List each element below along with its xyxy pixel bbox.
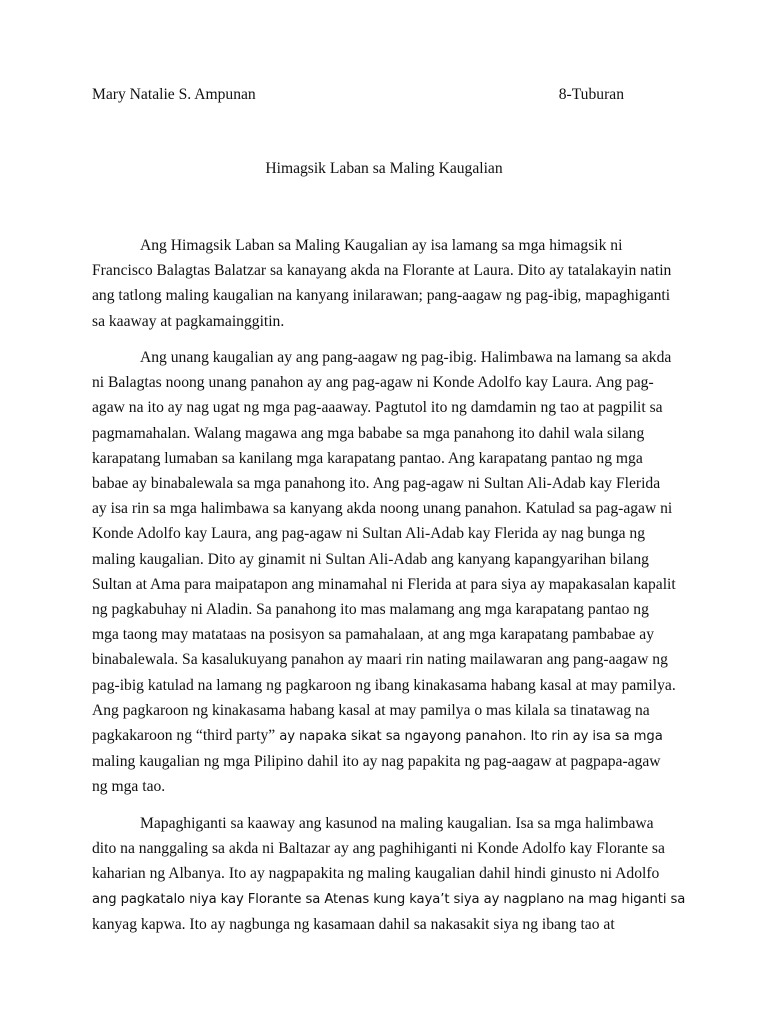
paragraph-1 xyxy=(92,233,674,334)
text-line: babae ay binabalewala sa mga panahong ito. Ang pag-agaw ni Sultan Ali-Adab kay Flerida xyxy=(92,475,661,493)
author-name: Mary Natalie S. Ampunan xyxy=(92,86,256,103)
text-line-alt-font: ang pagkatalo niya kay Florante sa Atenas kung kaya’t siya ay nagplano na mag higanti sa xyxy=(92,891,686,907)
essay-title: Himagsik Laban sa Maling Kaugalian xyxy=(265,160,503,177)
text-line: ay isa rin sa mga halimbawa sa kanyang akda noong unang panahon. Katulad sa pag-agaw ni xyxy=(92,500,673,518)
text-segment-alt-font: ay napaka sikat sa ngayong panahon. Ito rin ay isa sa mga xyxy=(275,729,663,745)
text-line: binabalewala. Sa kasalukuyang panahon ay maari rin nating mailawaran ang pang-aagaw ng xyxy=(92,651,668,669)
text-line: ng mga tao. xyxy=(92,778,166,796)
text-line: ni Balagtas noong unang panahon ay ang pag-agaw ni Konde Adolfo kay Laura. Ang pag- xyxy=(92,374,654,392)
text-line-mixed xyxy=(92,723,674,749)
text-segment: pagkakaroon ng “third party” xyxy=(92,727,276,745)
text-line: pag-ibig katulad na lamang ng pagkaroon ng ibang kinakasama habang kasal at may pamilya. xyxy=(92,676,676,694)
text-line: maling kaugalian ng mga Pilipino dahil ito ay nag papakita ng pag-aagaw at pagpapa-agaw xyxy=(92,753,661,771)
text-line: Ang pagkaroon ng kinakasama habang kasal at may pamilya o mas kilala sa tinatawag na xyxy=(92,701,650,719)
text-line: kanyag kapwa. Ito ay nagbunga ng kasamaan dahil sa nakasakit siya ng ibang tao at xyxy=(92,915,615,933)
text-line: karapatang lumaban sa kanilang mga karapatang pantao. Ang karapatang pantao ng mga xyxy=(92,449,643,467)
text-line: Sultan at Ama para maipatapon ang minamahal ni Flerida at para siya ay mapakasalan kapalit xyxy=(92,575,676,593)
text-line: ang tatlong maling kaugalian na kanyang inilarawan; pang-aagaw ng pag-ibig, mapaghiganti xyxy=(92,287,671,305)
class-section: 8-Tuburan xyxy=(558,86,624,103)
text-line: sa kaaway at pagkamainggitin. xyxy=(92,312,285,330)
text-line: kaharian ng Albanya. Ito ay nagpapakita ng maling kaugalian dahil hindi ginusto ni Adolfo xyxy=(92,865,660,883)
paragraph-2 xyxy=(92,345,674,800)
text-line: Ang Himagsik Laban sa Maling Kaugalian ay isa lamang sa mga himagsik ni xyxy=(140,237,623,254)
paragraph-3 xyxy=(92,811,686,937)
document-header xyxy=(92,86,624,106)
text-line: Mapaghiganti sa kaaway ang kasunod na maling kaugalian. Isa sa mga halimbawa xyxy=(140,815,654,832)
text-line: agaw na ito ay nag ugat ng mga pag-aaaway. Pagtutol ito ng damdamin ng tao at pagpilit sa xyxy=(92,399,663,417)
text-line: pagmamahalan. Walang magawa ang mga bababe sa mga panahong ito dahil wala silang xyxy=(92,424,645,442)
text-line: ng pagkabuhay ni Aladin. Sa panahong ito mas malamang ang mga karapatang pantao ng xyxy=(92,601,649,619)
text-line: Ang unang kaugalian ay ang pang-aagaw ng pag-ibig. Halimbawa na lamang sa akda xyxy=(140,349,672,366)
text-line: mga taong may matataas na posisyon sa pamahalaan, at ang mga karapatang pambabae ay xyxy=(92,626,655,644)
text-line: dito na nanggaling sa akda ni Baltazar ay ang paghihiganti ni Konde Adolfo kay Florante sa xyxy=(92,840,665,858)
text-line: maling kaugalian. Dito ay ginamit ni Sultan Ali-Adab ang kanyang kapangyarihan bilang xyxy=(92,550,649,568)
text-line: Konde Adolfo kay Laura, ang pag-agaw ni Sultan Ali-Adab kay Flerida ay nag bunga ng xyxy=(92,525,645,543)
text-line: Francisco Balagtas Balatzar sa kanayang akda na Florante at Laura. Dito ay tatalakayin natin xyxy=(92,262,672,280)
